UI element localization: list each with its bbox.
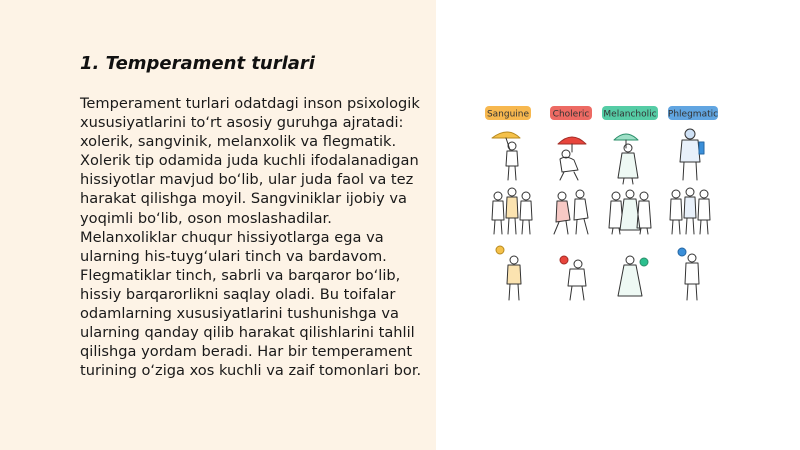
choleric-figure-row3: [560, 256, 586, 300]
svg-text:Phlegmatic: Phlegmatic: [667, 109, 719, 120]
melancholic-figure-row1: [614, 134, 638, 184]
slide-body-text: Temperament turlari odatdagi inson psixologik xususiyatlarini to‘rt asosiy guruhga ajratadi: xolerik, sangvinik, melanxolik va flegmatik. Xolerik tip odamida juda kuchli ifodalanadigan hissiyotlar mavjud bo‘lib, ular juda faol va tez harakat qilishga moyil. Sangviniklar ijobiy va yoqimli bo‘lib, oson moslashadilar. Melanxoliklar chuqur hissiyotlarga ega va ularning his-tuyg‘ulari tinch va bardavom. Flegmatiklar tinch, sabrli va barqaror bo‘lib, hissiy barqarorlikni saqlay oladi. Bu toifalar odamlarning xususiyatlarini tushunishga va ularning qanday qilib harakat qilishlarini tahlil qilishga yordam beradi. Har bir temperament turining o‘ziga xos kuchli va zaif tomonlari bor.: [80, 95, 422, 380]
choleric-figure-row1: [558, 137, 586, 180]
label-phlegmatic: [668, 106, 718, 120]
phlegmatic-group-row2: [670, 188, 710, 234]
phlegmatic-figure-row3: [678, 248, 699, 300]
label-choleric: [550, 106, 592, 120]
sanguine-figure-row3: [496, 246, 521, 300]
choleric-group-row2: [554, 190, 588, 234]
svg-text:Sanguine: Sanguine: [486, 109, 530, 120]
svg-text:Melancholic: Melancholic: [603, 109, 657, 120]
melancholic-group-row2: [609, 190, 651, 234]
sanguine-group-row2: [492, 188, 532, 234]
temperament-illustration: [480, 100, 724, 312]
label-melancholic: [602, 106, 658, 120]
sanguine-figure-row1: [492, 132, 520, 180]
phlegmatic-figure-row1: [680, 129, 704, 180]
slide-title: 1. Temperament turlari: [80, 53, 315, 74]
melancholic-figure-row3: [618, 256, 648, 296]
svg-text:Choleric: Choleric: [552, 109, 590, 120]
label-sanguine: [485, 106, 531, 120]
